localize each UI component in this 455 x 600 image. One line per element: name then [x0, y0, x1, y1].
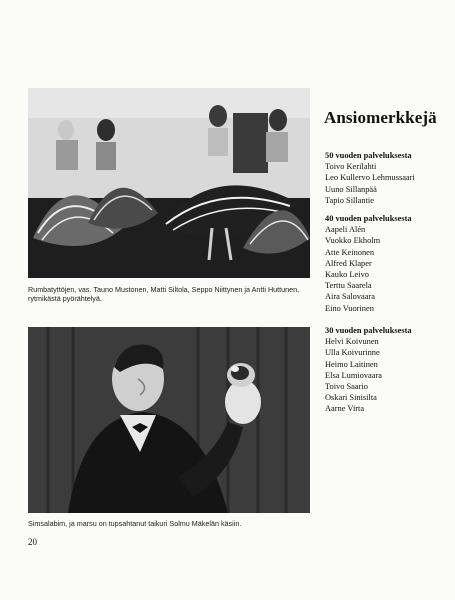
- recipient-name: Toivo Saario: [325, 382, 368, 392]
- dancers-photo-illustration: [28, 88, 310, 278]
- award-group-30-years: [325, 325, 450, 415]
- magician-photo: [28, 327, 310, 513]
- recipient-name: Toivo Kerilahti: [325, 162, 377, 172]
- recipient-name: Eino Vuorinen: [325, 303, 374, 313]
- page-title: Ansiomerkkejä: [324, 108, 437, 127]
- recipient-name: Ulla Koivurinne: [325, 348, 380, 358]
- recipient-name: Oskari Sinisilta: [325, 393, 377, 403]
- recipient-list: [325, 161, 450, 206]
- award-group-title: 50 vuoden palveluksesta: [325, 151, 412, 160]
- page-number: 20: [28, 537, 37, 547]
- recipient-name: Aapeli Alén: [325, 225, 366, 235]
- recipient-name: Alfred Klaper: [325, 258, 372, 268]
- recipient-name: Aarne Virta: [325, 404, 365, 414]
- recipient-name: Aira Salovaara: [325, 292, 375, 302]
- dancers-photo: [28, 88, 310, 278]
- recipient-name: Vuokko Ekholm: [325, 236, 381, 246]
- award-group-title: 40 vuoden palveluksesta: [325, 214, 412, 223]
- recipient-name: Heimo Laitinen: [325, 359, 378, 369]
- recipient-name: Atte Keinonen: [325, 247, 375, 257]
- award-group-40-years: [325, 213, 450, 314]
- recipient-name: Tapio Sillantie: [325, 195, 374, 205]
- recipient-name: Uuno Sillanpää: [325, 184, 377, 194]
- recipient-name: Elsa Lumiovaara: [325, 370, 382, 380]
- magician-photo-illustration: [28, 327, 310, 513]
- recipient-name: Leo Kullervo Lehmussaari: [325, 173, 415, 183]
- recipient-name: Helvi Koivunen: [325, 337, 379, 347]
- award-group-50-years: [325, 150, 450, 206]
- magician-photo-caption: Simsalabim, ja marsu on tupsahtanut taikuri Solmu Mäkelän käsiin.: [28, 519, 242, 528]
- recipient-list: [325, 336, 450, 414]
- award-group-title: 30 vuoden palveluksesta: [325, 326, 412, 335]
- dancers-photo-caption: Rumbatyttöjen, vas. Tauno Mustonen, Matti Siltola, Seppo Niittynen ja Antti Huttunen, rytmikästä pyörähtelyä.: [28, 285, 300, 303]
- recipient-list: [325, 224, 450, 314]
- recipient-name: Terttu Saarela: [325, 281, 372, 291]
- recipient-name: Kauko Leivo: [325, 270, 369, 280]
